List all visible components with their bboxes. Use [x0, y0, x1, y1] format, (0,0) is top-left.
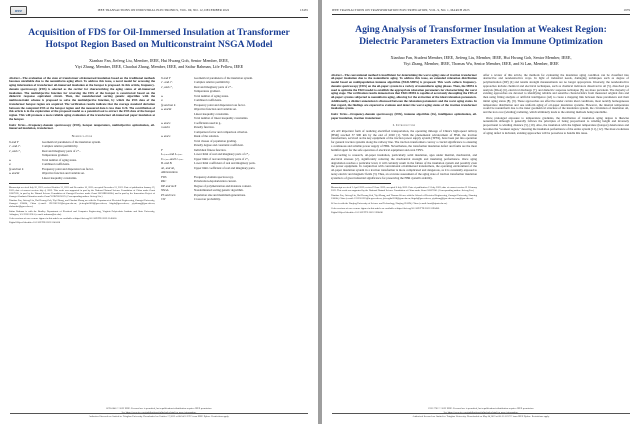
- nomenclature-symbol: ε′ᵧ and ε″ᵧ: [161, 84, 173, 89]
- abstract-label-left: Abstract—: [9, 75, 23, 80]
- nomenclature-symbol: ω and x: [161, 120, 171, 125]
- download-note-right: Authorized licensed use limited to: Tsinghua University. Downloaded on May 04,2023 at 08:12:15 UTC from IEEE Xplore. Restrictions apply.: [412, 415, 550, 418]
- nomenclature-definition: Rank of the solution.: [194, 134, 220, 138]
- nomenclature-symbol: X and Y: [161, 75, 171, 80]
- copyright-line-1: 0278-0046 © 2022 IEEE. Personal use is permitted, but republication/redistribution requires IEEE permission.: [106, 407, 212, 410]
- body-paragraph: Once prolonged exposure to temperature gradients, the distribution of insulation aging degree is likewise nonuniform although it generally follows the principles of being proportional to winding height and inversely proportional to winding distance [5], [10]. Also, the insulation with the highest temperature (hotspot) deteriorates and becomes the "weakest region," denoting the insulation performance of the entire system [11], [12]. The most evolutions of aging defect is included, existing approaches will be powerless to handle this issue.: [483, 115, 629, 135]
- author-line-1: Xianhao Fan, Student Member, IEEE, Jiefeng Liu, Member, IEEE, Hui Hwang Goh, Senior Member, IEEE,: [390, 54, 572, 60]
- footnote-paragraph[interactable]: Color versions of one or more figures in this article are available at https://doi.org/10.1109/TIE.2022.3142416.: [9, 216, 117, 220]
- footnote-paragraph[interactable]: Color versions of one or more figures in this article are available at https://doi.org/10.1109/TTE.2022.3190436.: [331, 206, 440, 210]
- nomenclature-definition: Linear inequality constraints.: [194, 111, 230, 116]
- nomenclature-symbol: CW: [161, 197, 166, 201]
- index-terms-right: [331, 113, 477, 121]
- nomenclature-symbol: α: [9, 162, 11, 167]
- nomenclature-symbol: F: [161, 147, 163, 152]
- footnote-doi[interactable]: Digital Object Identifier 10.1109/TIE.2022.3142416: [9, 221, 61, 225]
- nomenclature-definition: Population size and maximum generations.: [194, 192, 246, 197]
- ieee-logo-mark: IEEE: [10, 6, 27, 15]
- nomenclature-symbol: NSGA: [161, 188, 169, 192]
- nomenclature-symbol: fp and tan δ: [161, 102, 176, 107]
- nomenclature-definition: Combined coefficients.: [42, 162, 70, 167]
- author-list-right: [338, 55, 624, 67]
- abstract-right: [331, 74, 477, 112]
- section-head-introduction: I. Introduction: [392, 122, 416, 127]
- nomenclature-symbol: DP and mcX: [161, 183, 177, 188]
- nomenclature-definition: Geometrical parameters of the insulation system.: [194, 75, 253, 80]
- nomenclature-symbol: ε′ₓ and ε″ₓ: [9, 144, 21, 149]
- section-head-nomenclature: Nomenclature: [71, 133, 93, 138]
- nomenclature-definition: Total number of aging states.: [194, 93, 229, 98]
- nomenclature-definition: Lower limit coefficient of real and imaginary parts.: [194, 161, 256, 165]
- nomenclature-symbol: α: [161, 98, 163, 102]
- nomenclature-definition: Upper limit coefficient of real and imaginary parts.: [194, 165, 256, 170]
- journal-title-right: IEEE TRANSACTIONS ON TRANSPORTATION ELECTRIFICATION, VOL. 9, NO. 1, MARCH 2023: [332, 8, 470, 12]
- nomenclature-symbol: ω: [161, 93, 164, 98]
- nomenclature-symbol: ub₁ and ub₂: [161, 165, 176, 170]
- body-paragraph: After a review of this article, the methods for evaluating the insulation aging condition can be classified into destructive and nondestructive ways. In light of industrial needs, damaging techniques such as degree of polymerization (DP) [4] and tensile strength measurements are no longer appropriate. Inversely, the nondestructive approaches include chemical and electrical techniques, such as chemical indicators dissolved in oil [5], dissolved gas analysis (DGA) [6], electrical discharge [7], and dielectric response technique [8], are more prevalent. The majority of existing approaches are devoted to identifying reliable and sensitive characteristics from measured original data and then using fitting analysis or artificial intelligence (AI) to create a mapping link between these parameters and their initial aging status [8], [9]. These approaches are effective under certain ideal conditions, most notably homogeneous temperature distribution and one uniform aging of oil-paper insulation systems. However, the internal temperature would be nonuniform due to the inner geometrical structure of the insulation system, the circulation of insulation oil, and the iron core (winding) radiating, which ultimately leads to the existing methods being unreliable.: [483, 72, 629, 114]
- footnote-paragraph: Xianhao Fan, Jiefeng Liu, Hui Hwang Goh, Yiyi Zhang, and Chaohai Zhang are with the Department of Electrical Engineering, Guangxi University, Guangxi 530004, China (e-mail: 1912301355@st.gxu.edu.cn; jiefengliu2018@gxu.edu.cn; hhgoh@gxu.edu.cn; yiyizhang@gxu.edu.cn; zhchaohai@gxu.edu.cn).: [9, 199, 155, 209]
- nomenclature-definition: Coefficients used in gᵢ.: [194, 120, 222, 125]
- nomenclature-definition: Upper limit of real and imaginary parts of ε*ᵧ.: [194, 156, 250, 161]
- page-right: [322, 0, 640, 424]
- nomenclature-definition: Combined coefficients.: [194, 98, 222, 102]
- nomenclature-definition: Individual fitness function.: [194, 147, 227, 152]
- nomenclature-definition: Geometrical parameters of the insulation system.: [42, 139, 101, 144]
- nomenclature-definition: Complex relative permittivity.: [42, 144, 79, 149]
- nomenclature-symbol: ε′ₓ and ε″ₓ: [161, 80, 173, 84]
- copyright-line-2[interactable]: See https://www.ieee.org/publications/rights/index.html for more information.: [443, 411, 519, 414]
- column-left-1: [9, 77, 155, 226]
- header-rule-left: [10, 17, 308, 18]
- nomenclature-definition: Frequency point and dispersion loss factor.: [194, 102, 246, 107]
- nomenclature-symbol: Lₒᵢₗ,ₘᵢₙ and Lₒᵢₗ,ₘₐₓ: [161, 152, 183, 156]
- body-paragraph: According to research, oil-paper insulation, particularly solid insulation, ages under thermal, mechanical, and electrical stresses [2], significantly reducing the mechanical strength and insulating performance. Once aging degradation reaches a particular level, it will certainly result in the failure of the insulation system and possibly even the power equipment. In conjunction with conventional oil-immersed transformers, the operating environment of the oil-paper insulation system in a traction transformer is more complicated and dangerous, as it is constantly exposed to noisy electric and magnetic fields [3]. Thus, an accurate assessment of the aging state of traction transformer insulation systems is of great industrial significance for preserving the HSR system's stability.: [331, 153, 477, 180]
- running-head-left: [0, 0, 318, 15]
- author-list-left: [16, 58, 302, 70]
- nomenclature-definition: Real and imaginary parts of ε*ₓ.: [194, 84, 233, 89]
- nomenclature-symbol: fp and tan δ: [9, 166, 24, 171]
- nomenclature-symbol: [161, 140, 191, 144]
- nomenclature-symbol: [161, 113, 191, 117]
- index-terms-label-left: Index Terms—: [9, 122, 29, 127]
- nomenclature-list-part1: [9, 141, 155, 181]
- nomenclature-symbol: X and Y: [9, 139, 19, 144]
- body-paragraph: AS AN important form of realizing electrified transportation, the operating mileage of China's high-speed railway (HSR) reached 37 900 km by the end of 2020 [1]. With the phenomenal advancement of HSR, the traction transformers, serviced as the key equipment of the traction power supply system (TPSS), have been put into operation for general traction systems along the railway line. The traction transformers convey a crucial significance to ensuring a continuous and reliable power supply of HSR. Nevertheless, the transformer insulation defect and faults are the most harmful agent for the safe operation of electrical equipment and even TPSS.: [331, 128, 477, 152]
- nomenclature-definition: Linear inequality constraints.: [42, 175, 78, 180]
- journal-title-left: IEEE TRANSACTIONS ON INDUSTRIAL ELECTRONICS, VOL. 69, NO. 12, DECEMBER 2022: [97, 8, 230, 12]
- nomenclature-definition: Polarization-depolarization current.: [194, 179, 237, 183]
- index-terms-text-right: Frequency-domain spectroscopy (FDS), immune algorithm (IA), intelligence optimization, oil-paper insulation, traction transformer.: [331, 111, 478, 120]
- nomenclature-symbol: ε′ᵧ and ε″ᵧ: [9, 148, 21, 153]
- nomenclature-definition: Nondominated sorting genetic algorithm.: [194, 188, 244, 192]
- running-head-right: [322, 0, 640, 12]
- nomenclature-symbol: n and k: [161, 125, 170, 129]
- footnote-paragraph: Xianhao Fan, Jiefeng Liu, Hui Hwang Goh, Yiyi Zhang, and Thomas Wu are with the School of Electrical Engineering, Guangxi University, Nanning 530004, China (e-mail: 1912301355@st.gxu.edu.cn; jiefengliu2018@gxu.edu.cn; hhgoh@gxu.edu.cn; yiyizhang@gxu.edu.cn; tom@gxu.edu.cn).: [331, 193, 477, 200]
- nomenclature-definition: Objective function and variable set.: [194, 107, 237, 111]
- page-footer-left: [0, 407, 318, 419]
- page-number-left: 13435: [299, 8, 308, 12]
- nomenclature-symbol: ω and Ω: [161, 107, 172, 111]
- nomenclature-definition: Total number of linear inequality constraints.: [194, 116, 249, 120]
- page-title-left: Acquisition of FDS for Oil-Immersed Insulation at Transformer Hotspot Region Based on Multiconstraint NSGA Model: [28, 26, 290, 50]
- abstract-text-left: The evaluation of the state of transformer oil-immersed insulation based on the traditional methods becomes unreliable due to the nonuniform aging effect. To address this issue, a novel model for accessing the aging information of transformer oil-immersed insulation at the hotspot is proposed. In this article, frequency-domain spectroscopy (FDS) is selected as the carrier for characterizing the aging status of oil-immersed insulation. The multiobjective function for reversing the FDS of the hotspot is constructed based on the dielectric response equivalent circuit. Then, the nonelaborated sorting genetic algorithm with the multiconstraint scheme is proposed to solve the multiobjective function, by which the FDS data of the transformer hotspot region are acquired. The verification results indicate that the average standard deviation between the computed FDS at the hotspot region and the measured data is less than 0.26. The contribution of this article is in the exploration of the proposed model as a potential tool to extract the FDS data of the hotspot region. This will promote a more reliable aging evaluation of the transformer oil-immersed paper insulation at the hotspot.: [9, 75, 155, 121]
- column-right-1: [331, 74, 477, 217]
- copyright-line-2[interactable]: See https://www.ieee.org/publications/rights/index.html for more information.: [121, 411, 197, 414]
- author-line-2: Yiyi Zhang, Member, IEEE, Thomas Wu, Senior Member, IEEE, and Si Lan, Member, IEEE: [403, 60, 559, 66]
- nomenclature-definition: Degree of polymerization and moisture content.: [194, 183, 252, 188]
- nomenclature-definition: Crossover probability.: [194, 197, 221, 201]
- nomenclature-definition: Frequency-domain spectroscopy.: [194, 174, 234, 179]
- nomenclature-symbol: PAC: [161, 179, 167, 183]
- nomenclature-symbol: ω and Ω: [9, 171, 20, 176]
- footnote-paragraph: Manuscript received 3 April 2022; revised 9 June 2022; accepted 8 July 2022. Date of publication 13 July 2022; date of current version 21 February 2023. This work was supported by the National Natural Science Foundation of China under Grant 52007036. (Corresponding author: Jiefeng Liu.): [331, 185, 477, 192]
- page-number-right: 1979: [623, 8, 630, 12]
- nomenclature-list-part2: [161, 77, 307, 202]
- abstract-left: [9, 77, 155, 122]
- nomenclature-symbol: [9, 177, 39, 181]
- index-terms-left: [9, 124, 155, 132]
- footnote-doi[interactable]: Digital Object Identifier 10.1109/TTE.2022.3190436: [331, 211, 383, 215]
- footnote-paragraph: Si Lan is with the Nanjing University of Science and Technology, Nanjing 210094, China (e-mail: lansi@njust.edu.cn).: [331, 201, 448, 205]
- nomenclature-symbol: Bᵣ and Bᵢ: [161, 161, 172, 165]
- nomenclature-symbol: ω: [9, 157, 12, 162]
- header-rule-right: [332, 14, 630, 15]
- nomenclature-definition: Temperature gradient.: [42, 153, 69, 158]
- abstract-label-right: Abstract—: [331, 72, 345, 77]
- abstract-text-right: The conventional method is insufficient for determining the worst aging state of traction transformer oil-paper insulation due to the nonuniform aging. To address this issue, an extended relaxation distribution model based on multipopulation immune algorithm (EKD-MIPA) is proposed. This work collects frequency-domain spectroscopy (FDS) on the oil-paper system in a variety of nonuniform aging phases. Then, the MIPA is used to optimize the EKD model to establish the appropriate relaxation parameters for characterizing the worst aging stage. The verification results demonstrate that EKD-MIPA is capable of accurately decoupling the FDS of oil-paper systems subjected to nonuniform aging, allowing for the extraction of the ideal relaxation parameters. Additionally, a distinct annotation is discussed between the relaxation parameters and the worst aging status. In that regard, the findings are expected to evaluate and detect the worst aging status of the traction transformer insulation system.: [331, 72, 477, 111]
- columns-left: [9, 77, 309, 226]
- page-footer-right: [322, 407, 640, 419]
- author-line-2: Yiyi Zhang, Member, IEEE, Chaohai Zhang, Member, IEEE, and Saifur Rahman, Life Fellow, IEEE: [74, 63, 244, 69]
- copyright-line-1: 2332-7782 © 2022 IEEE. Personal use is permitted, but republication/redistribution requires IEEE permission.: [428, 407, 534, 410]
- nomenclature-definition: Total number of aging states.: [42, 157, 77, 162]
- nomenclature-symbol: [9, 154, 39, 158]
- nomenclature-definition: Penalty function.: [194, 125, 215, 129]
- nomenclature-definition: Comparison factor and comparison criterion.: [194, 129, 248, 134]
- nomenclature-definition: Temperature gradient.: [194, 89, 221, 93]
- index-terms-label-right: Index Terms—: [331, 111, 351, 116]
- page-title-right: Aging Analysis of Transformer Insulation at Weakest Region: Dielectric Parameters Extraction via Immune Optimization: [355, 23, 607, 47]
- footnote-paragraph: Saifur Rahman is with the Bradley Department of Electrical and Computer Engineering, Virginia Polytechnic Institute and State University, Arlington, VA 22203 USA (e-mail: srahman@vt.edu).: [9, 209, 155, 216]
- columns-right: [331, 74, 631, 217]
- footnote-paragraph: Manuscript received July 20, 2021; revised October 31, 2021 and December 10, 2021; accepted December 31, 2021. Date of publication January 19, 2022; date of current version July 4, 2022. This work was supported in part by the National Natural Science Foundation of China under Grant 52007035, in part by the Natural Science Foundation of Guangxi Province under Grant 2019JJB160064, and in part by the Innovation Project of Guangxi Graduate Education under Grant YCBZ2021019. (Corresponding author: Jiefeng Liu.): [9, 185, 155, 198]
- column-left-2: [161, 77, 307, 226]
- nomenclature-definition: Frequency point and dispersion loss factor.: [42, 166, 94, 171]
- nomenclature-symbol: [161, 144, 191, 148]
- column-right-2: [483, 74, 629, 217]
- footnote-block-left: [9, 186, 155, 225]
- nomenclature-symbol: PS and Gen: [161, 192, 176, 197]
- nomenclature-definition: Real and imaginary parts of ε*ₓ.: [42, 148, 81, 153]
- download-note-left: Authorized licensed use limited to: Tsinghua University. Downloaded on October 17,2022 at 08:34:31 UTC from IEEE Xplore. Restrictions apply.: [88, 415, 230, 418]
- nomenclature-definition: Objective function and variable set.: [42, 171, 85, 176]
- page-left: [0, 0, 318, 424]
- nomenclature-symbol: ω and x: [161, 134, 171, 138]
- nomenclature-definition: Complex relative permittivity.: [194, 80, 231, 84]
- nomenclature-symbol: FDS: [161, 174, 167, 179]
- nomenclature-definition: Lower limit of real and imaginary parts of ε*ᵧ.: [194, 152, 250, 156]
- index-terms-text-left: Frequency-domain spectroscopy (FDS), hotspot temperature, multiobjective optimization, oil-immersed insulation, transformer.: [9, 122, 155, 131]
- nomenclature-symbol: [161, 90, 191, 94]
- author-line-1: Xianhao Fan, Jiefeng Liu, Member, IEEE, Hui Hwang Goh, Senior Member, IEEE,: [89, 57, 229, 63]
- nomenclature-symbol: Uₒᵢₗ,ₘᵢₙ and Uₒᵢₗ,ₘₐₓ: [161, 156, 184, 161]
- nomenclature-definition: Penalty degree and constraint coefficient.: [194, 143, 244, 147]
- nomenclature-definition: Total classes of population grading.: [194, 138, 237, 143]
- ieee-logo: [10, 6, 27, 15]
- footnote-block-right: [331, 186, 477, 215]
- nomenclature-symbol: Abbreviations: [161, 170, 178, 174]
